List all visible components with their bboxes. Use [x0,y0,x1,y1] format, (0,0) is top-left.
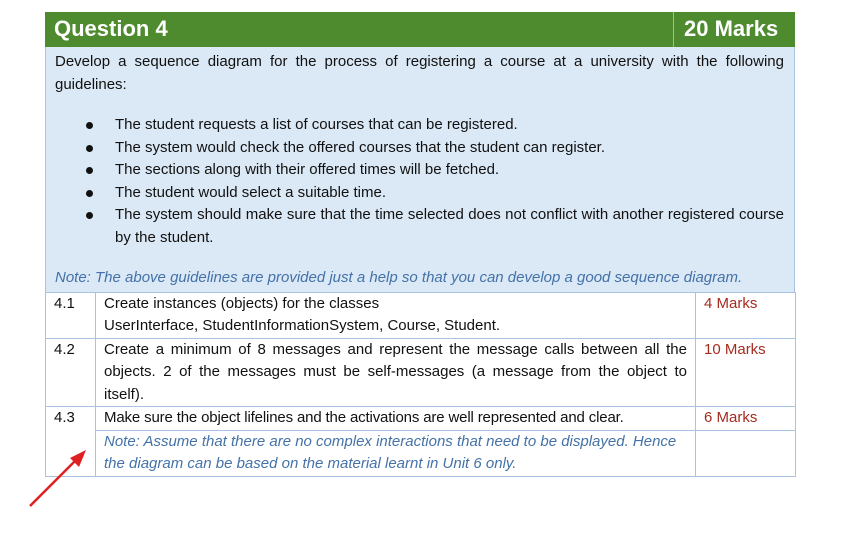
task-text-line: Create instances (objects) for the classes [104,294,380,312]
task-text-line: UserInterface, StudentInformationSystem, Course, Student. [104,317,501,334]
task-description: Create a minimum of 8 messages and represent the message calls between all the objects. 2 of the messages must be self-messages (a message from the object to itself). [96,338,696,407]
guideline-item: The system would check the offered courses that the student can register. [115,137,784,160]
task-number: 4.3 [46,407,96,477]
task-marks: 6 Marks [696,407,796,431]
question-title: Question 4 [54,16,168,41]
guideline-item: The student would select a suitable time. [115,182,784,205]
task-number: 4.2 [46,338,96,407]
task-number: 4.1 [46,292,96,338]
task-note: Note: Assume that there are no complex interactions that need to be displayed. Hence the diagram can be based on the material learnt in Unit 6 only. [96,430,696,476]
total-marks: 20 Marks [673,12,795,47]
guideline-item: The student requests a list of courses that can be registered. [115,114,784,137]
task-marks: 4 Marks [696,292,796,338]
intro-text: Develop a sequence diagram for the process of registering a course at a university with the following guidelines: [55,53,784,93]
task-marks: 10 Marks [696,338,796,407]
guideline-item: The sections along with their offered times will be fetched. [115,159,784,182]
guidelines-note: Note: The above guidelines are provided just a help so that you can develop a good sequence diagram. [55,269,743,286]
guideline-item: The system should make sure that the time selected does not conflict with another registered course by the student. [115,204,784,249]
task-description: Make sure the object lifelines and the activations are well represented and clear. [96,407,696,431]
